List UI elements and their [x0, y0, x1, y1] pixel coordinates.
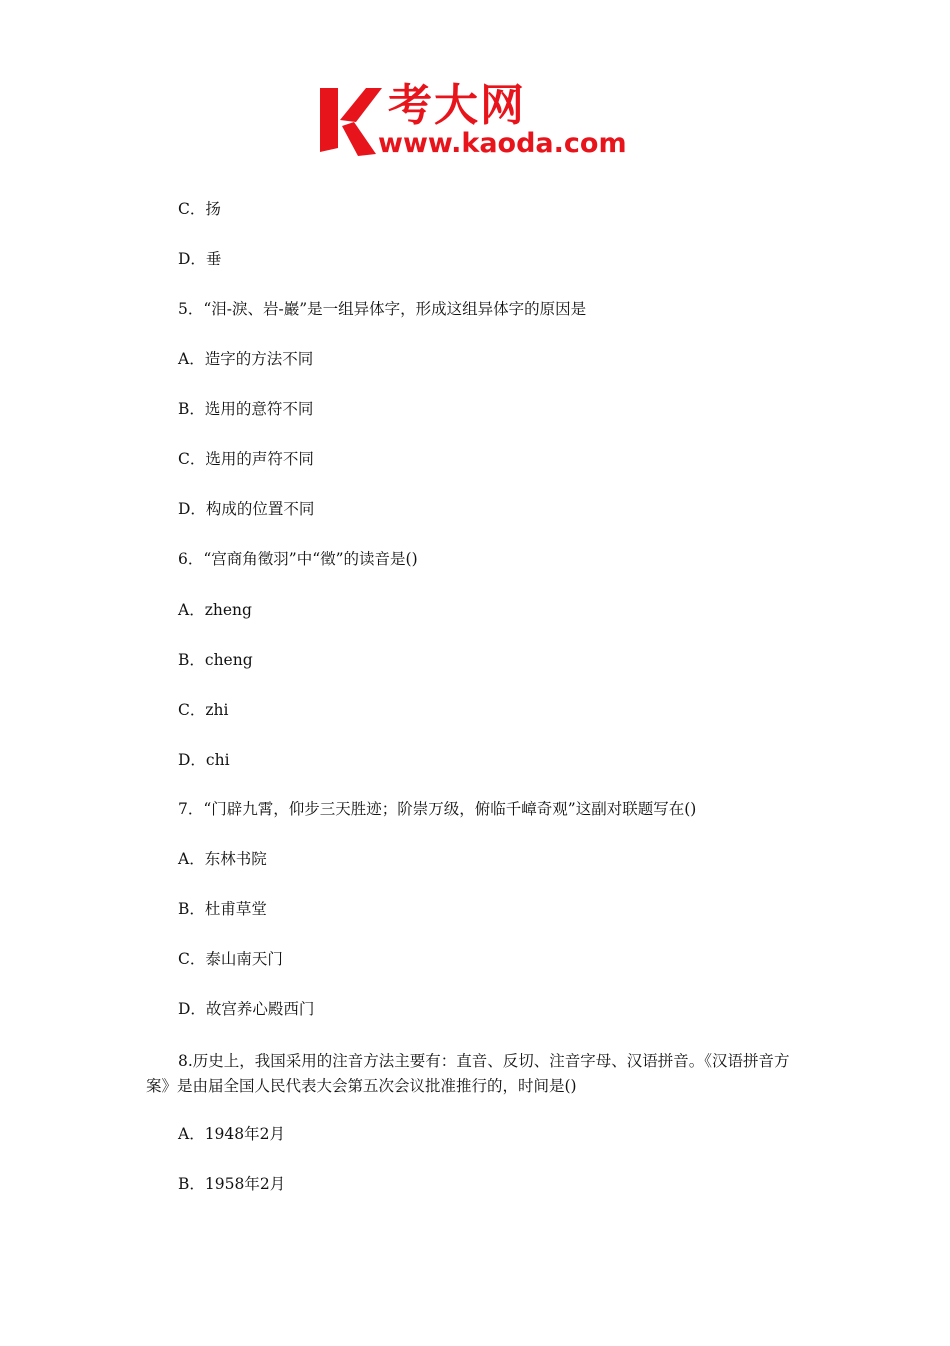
question-6: 6．“宫商角徵羽”中“徵”的读音是() [178, 550, 418, 568]
option-d-q5: D．构成的位置不同 [178, 500, 315, 518]
option-b-q6: B．cheng [178, 651, 253, 669]
k-logo-icon [318, 86, 382, 158]
option-a-q6: A．zheng [178, 601, 252, 619]
logo-chinese-text: 考大网 [388, 80, 526, 131]
question-8 [146, 1049, 810, 1099]
option-a-q5: A．造字的方法不同 [178, 350, 314, 368]
option-c-q5: C．选用的声符不同 [178, 450, 314, 468]
option-c-q4: C．扬 [178, 200, 221, 218]
option-b-q8: B．1958年2月 [178, 1175, 286, 1193]
question-7: 7．“门辟九霄，仰步三天胜迹；阶崇万级，俯临千嶂奇观”这副对联题写在() [178, 800, 697, 818]
logo-url-text: www.kaoda.com [378, 128, 627, 159]
kaoda-logo [318, 80, 638, 162]
option-c-q6: C．zhi [178, 701, 229, 719]
question-5: 5．“泪-淚、岩-巖”是一组异体字，形成这组异体字的原因是 [178, 300, 587, 318]
option-a-q8: A．1948年2月 [178, 1125, 286, 1143]
option-b-q5: B．选用的意符不同 [178, 400, 314, 418]
question-8-text: 8.历史上，我国采用的注音方法主要有：直音、反切、注音字母、汉语拼音。《汉语拼音方案》是由届全国人民代表大会第五次会议批准推行的，时间是() [146, 1052, 790, 1095]
option-d-q4: D．垂 [178, 250, 222, 268]
option-a-q7: A．东林书院 [178, 850, 267, 868]
option-b-q7: B．杜甫草堂 [178, 900, 267, 918]
option-c-q7: C．泰山南天门 [178, 950, 283, 968]
option-d-q7: D．故宫养心殿西门 [178, 1000, 315, 1018]
option-d-q6: D．chi [178, 751, 230, 769]
